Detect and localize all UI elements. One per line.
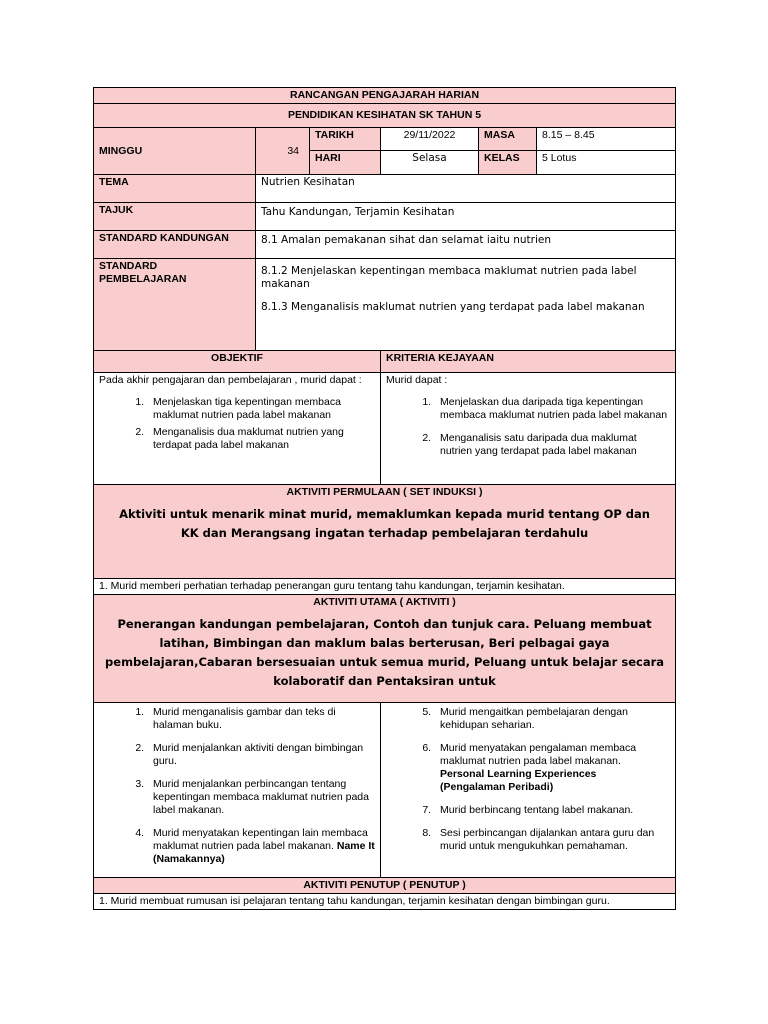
tema-value: Nutrien Kesihatan xyxy=(256,175,676,203)
title-row xyxy=(94,88,676,104)
utama-item: 7. Murid berbincang tentang label makanan. xyxy=(434,804,670,817)
utama-item: 2. Murid menjalankan aktiviti dengan bimbingan guru. xyxy=(147,742,375,768)
utama-section xyxy=(94,595,676,703)
kriteria-item: 2. Menganalisis satu daripada dua maklumat nutrien yang terdapat pada label makanan xyxy=(434,432,670,458)
penutup-step: 1. Murid membuat rumusan isi pelajaran tentang tahu kandungan, terjamin kesihatan dengan bimbingan guru. xyxy=(94,894,676,910)
kriteria-item: 1. Menjelaskan dua daripada tiga kepentingan membaca maklumat nutrien pada label makanan xyxy=(434,396,670,422)
sp-item-2: 8.1.3 Menganalisis maklumat nutrien yang terdapat pada label makanan xyxy=(261,301,645,313)
sp-item-1: 8.1.2 Menjelaskan kepentingan membaca maklumat nutrien pada label makanan xyxy=(261,265,637,290)
utama-item-emphasis: (Pengalaman Peribadi) xyxy=(440,781,554,793)
utama-description: Penerangan kandungan pembelajaran, Contoh dan tunjuk cara. Peluang membuat latihan, Bimbingan dan maklum balas berterusan, Beri pelbagai gaya pembelajaran,Cabaran bersesuaian untuk semua murid, Peluang untuk belajar secara kolaboratif dan Pentaksiran untuk xyxy=(105,617,665,688)
standard-pembelajaran-label-line2: PEMBELAJARAN xyxy=(99,273,187,285)
hari-value: Selasa xyxy=(381,151,479,175)
utama-left xyxy=(94,703,381,878)
masa-value: 8.15 – 8.45 xyxy=(537,128,676,151)
hari-label: HARI xyxy=(310,151,381,175)
tema-label: TEMA xyxy=(94,175,256,203)
subject-row xyxy=(94,104,676,128)
kriteria-body xyxy=(381,373,676,485)
tajuk-value: Tahu Kandungan, Terjamin Kesihatan xyxy=(256,203,676,231)
utama-item-emphasis: Name It (Namakannya) xyxy=(153,840,375,865)
tajuk-label: TAJUK xyxy=(94,203,256,231)
permulaan-heading: AKTIVITI PERMULAAN ( SET INDUKSI ) xyxy=(286,486,483,498)
utama-item xyxy=(434,742,670,794)
kriteria-heading: KRITERIA KEJAYAAN xyxy=(381,351,676,373)
permulaan-section xyxy=(94,485,676,579)
utama-right xyxy=(381,703,676,878)
masa-label: MASA xyxy=(479,128,537,151)
objektif-item: 2. Menganalisis dua maklumat nutrien yang terdapat pada label makanan xyxy=(147,426,375,452)
standard-pembelajaran-label xyxy=(94,259,256,351)
utama-item: 5. Murid mengaitkan pembelajaran dengan kehidupan seharian. xyxy=(434,706,670,732)
page-title: RANCANGAN PENGAJARAH HARIAN xyxy=(94,88,676,104)
utama-item-text: Murid menyatakan kepentingan lain membaca maklumat nutrien pada label makanan. xyxy=(153,827,368,852)
permulaan-description: Aktiviti untuk menarik minat murid, memaklumkan kepada murid tentang OP dan KK dan Merangsang ingatan terhadap pembelajaran terdahulu xyxy=(119,507,650,540)
utama-item: 8. Sesi perbincangan dijalankan antara guru dan murid untuk mengukuhkan pemahaman. xyxy=(434,827,670,853)
utama-item xyxy=(147,827,375,866)
lesson-plan-table xyxy=(93,87,676,910)
penutup-heading: AKTIVITI PENUTUP ( PENUTUP ) xyxy=(94,878,676,894)
standard-kandungan-label: STANDARD KANDUNGAN xyxy=(94,231,256,259)
utama-item-emphasis: Personal Learning Experiences xyxy=(440,768,597,780)
utama-heading: AKTIVITI UTAMA ( AKTIVITI ) xyxy=(313,596,456,608)
kelas-value: 5 Lotus xyxy=(537,151,676,175)
subject-title: PENDIDIKAN KESIHATAN SK TAHUN 5 xyxy=(94,104,676,128)
tarikh-label: TARIKH xyxy=(310,128,381,151)
kriteria-intro: Murid dapat : xyxy=(386,374,448,386)
standard-kandungan-value: 8.1 Amalan pemakanan sihat dan selamat iaitu nutrien xyxy=(256,231,676,259)
objektif-body xyxy=(94,373,381,485)
objektif-item: 1. Menjelaskan tiga kepentingan membaca maklumat nutrien pada label makanan xyxy=(147,396,375,422)
tarikh-value: 29/11/2022 xyxy=(381,128,479,151)
minggu-label: MINGGU xyxy=(94,128,256,175)
objektif-intro: Pada akhir pengajaran dan pembelajaran , murid dapat : xyxy=(99,374,362,386)
kelas-label: KELAS xyxy=(479,151,537,175)
standard-pembelajaran-value xyxy=(256,259,676,351)
minggu-value: 34 xyxy=(256,128,310,175)
objektif-heading: OBJEKTIF xyxy=(94,351,381,373)
utama-item: 3. Murid menjalankan perbincangan tentang kepentingan membaca maklumat nutrien pada label makanan. xyxy=(147,778,375,817)
standard-pembelajaran-label-line1: STANDARD xyxy=(99,260,158,272)
utama-item: 1. Murid menganalisis gambar dan teks di halaman buku. xyxy=(147,706,375,732)
utama-item-text: Murid menyatakan pengalaman membaca maklumat nutrien pada label makanan. xyxy=(440,742,637,767)
permulaan-step: 1. Murid memberi perhatian terhadap penerangan guru tentang tahu kandungan, terjamin kesihatan. xyxy=(94,579,676,595)
